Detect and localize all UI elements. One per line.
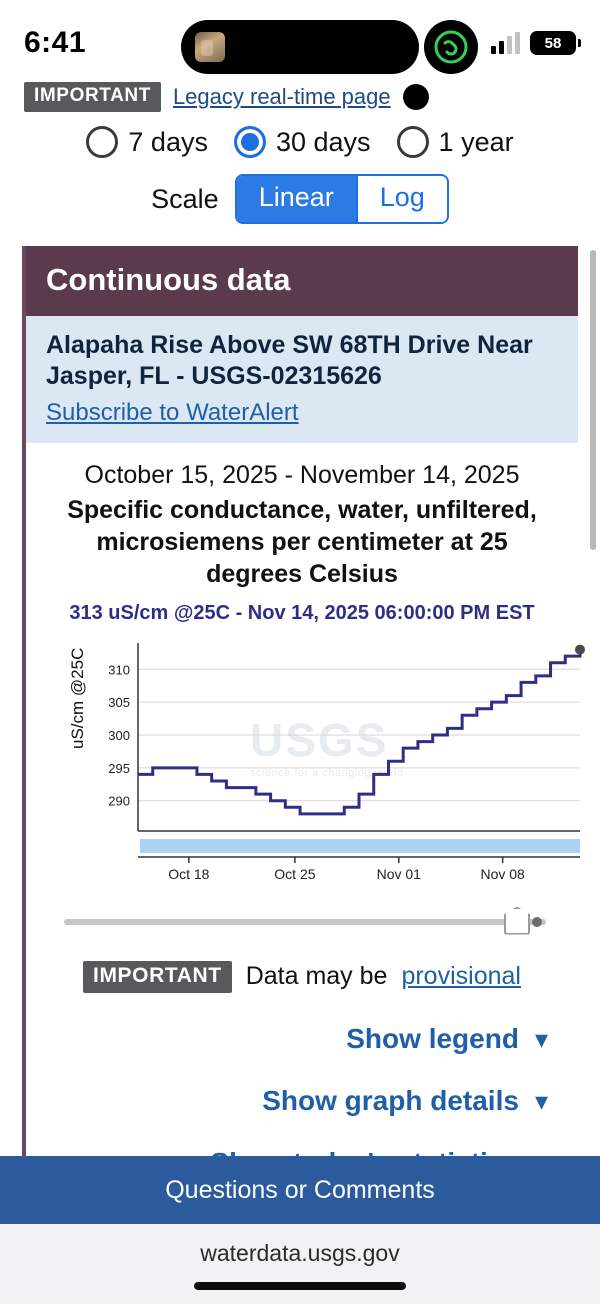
radio-1-year[interactable] [397, 126, 514, 158]
radio-label: 7 days [128, 126, 208, 157]
slider-handle[interactable] [504, 907, 530, 935]
important-badge: IMPORTANT [83, 961, 232, 993]
svg-text:305: 305 [108, 694, 130, 710]
period-selector [0, 126, 600, 158]
radio-circle-icon [86, 126, 118, 158]
show-legend-toggle[interactable] [36, 1023, 568, 1055]
important-badge: IMPORTANT [24, 82, 161, 112]
radio-30-days[interactable] [234, 126, 371, 158]
site-info [26, 316, 578, 443]
home-indicator [194, 1282, 406, 1290]
external-link-icon [403, 84, 429, 110]
provisional-text: Data may be [245, 962, 388, 990]
radio-label: 30 days [275, 126, 371, 157]
graph-latest-reading: 313 uS/cm @25C - Nov 14, 2025 06:00:00 PM EST [69, 601, 535, 624]
call-activity-icon[interactable] [424, 20, 478, 74]
svg-text:290: 290 [108, 793, 130, 809]
chart-time-range-slider[interactable] [64, 905, 546, 939]
provisional-link[interactable]: provisional [401, 962, 521, 990]
battery-level: 58 [544, 34, 562, 52]
scale-log-button[interactable]: Log [356, 176, 447, 222]
chevron-down-icon: ▾ [534, 1085, 548, 1116]
svg-text:300: 300 [108, 727, 130, 743]
battery-icon [530, 31, 576, 55]
dynamic-island[interactable] [181, 20, 419, 74]
cellular-signal-icon [491, 32, 520, 54]
browser-url: waterdata.usgs.gov [200, 1240, 400, 1266]
slider-end-dot [532, 917, 542, 927]
legacy-real-time-page-link[interactable]: Legacy real-time page [172, 84, 391, 109]
svg-text:295: 295 [108, 760, 130, 776]
svg-text:310: 310 [108, 661, 130, 677]
time-series-chart[interactable] [50, 631, 554, 891]
show-legend-label: Show legend [346, 1022, 519, 1054]
scale-segmented-control [235, 174, 449, 224]
graph-parameter-title: Specific conductance, water, unfiltered, microsiemens per centimeter at 25 degrees Celsius [67, 495, 537, 588]
svg-text:Oct 18: Oct 18 [168, 865, 210, 881]
ios-status-bar [0, 0, 600, 86]
chart-svg [50, 631, 590, 881]
questions-or-comments-bar[interactable] [0, 1156, 600, 1224]
subscribe-wateralert-link[interactable]: Subscribe to WaterAlert [46, 398, 299, 426]
page-content [0, 82, 600, 1185]
show-graph-details-label: Show graph details [262, 1084, 519, 1116]
card-header-title: Continuous data [26, 246, 578, 316]
site-name: Alapaha Rise Above SW 68TH Drive Near Jasper, FL - USGS-02315626 [46, 331, 533, 391]
status-time: 6:41 [24, 26, 87, 59]
usgs-watermark: USGS science for a changing world [250, 713, 404, 779]
graph-area [26, 443, 578, 1185]
media-thumbnail-icon [195, 32, 225, 62]
radio-7-days[interactable] [86, 126, 208, 158]
radio-circle-icon [234, 126, 266, 158]
provisional-data-notice [36, 961, 568, 993]
radio-circle-icon [397, 126, 429, 158]
legacy-notice [0, 82, 600, 112]
graph-date-range: October 15, 2025 - November 14, 2025 [84, 460, 520, 489]
svg-text:Nov 08: Nov 08 [480, 865, 525, 881]
chart-y-axis-label: uS/cm @25C [68, 647, 87, 749]
svg-text:Nov 01: Nov 01 [376, 865, 421, 881]
chevron-down-icon: ▾ [534, 1023, 548, 1054]
slider-track[interactable] [64, 919, 546, 925]
svg-text:Oct 25: Oct 25 [274, 865, 316, 881]
radio-label: 1 year [438, 126, 514, 157]
page-scrollbar[interactable] [590, 250, 596, 550]
questions-or-comments-label: Questions or Comments [165, 1175, 435, 1204]
scale-linear-button[interactable]: Linear [237, 176, 356, 222]
scale-selector [0, 174, 600, 224]
browser-address-bar[interactable] [0, 1224, 600, 1304]
show-graph-details-toggle[interactable] [36, 1085, 568, 1117]
scale-label: Scale [151, 183, 219, 214]
continuous-data-card [22, 246, 578, 1185]
